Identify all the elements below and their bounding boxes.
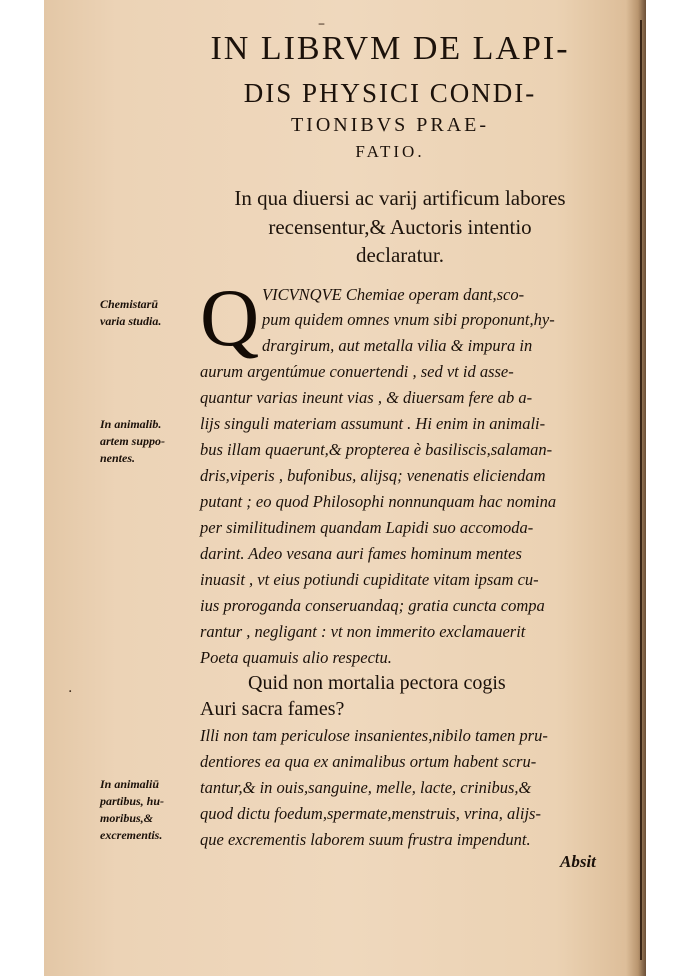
subtitle-line-3: declaratur. <box>355 243 445 267</box>
body-line-15: Poeta quamuis alio respectu. <box>200 648 392 667</box>
title-line-1: IN LIBRVM DE LAPI- <box>210 30 570 67</box>
body-line-4: aurum argentúmue conuertendi , sed vt id asse- <box>200 362 514 381</box>
margin-note-line: excrementis. <box>100 828 163 842</box>
margin-note-chemists <box>100 296 195 330</box>
body-line-11: darint. Adeo vesana auri fames hominum mentes <box>200 544 522 563</box>
title-line-3: TIONIBVS PRAE- <box>290 114 490 136</box>
body-line-2: pum quidem omnes vnum sibi proponunt,hy- <box>262 310 555 329</box>
margin-note-line: varia studia. <box>100 314 162 328</box>
body-line-19: quod dictu foedum,spermate,menstruis, vrina, alijs- <box>200 804 541 823</box>
ink-speck: – <box>318 16 325 32</box>
ink-speck: · <box>68 684 73 700</box>
body-line-9: putant ; eo quod Philosophi nonnunquam hac nomina <box>200 492 557 511</box>
page-edge-rule <box>640 20 642 960</box>
verse-line-2: Auri sacra fames? <box>200 698 345 720</box>
catchword: Absit <box>560 852 596 871</box>
verse-line-1: Quid non mortalia pectora cogis <box>248 672 506 694</box>
drop-capital: Q <box>200 272 260 363</box>
body-line-12: inuasit , vt eius potiundi cupiditate vitam ipsam cu- <box>200 570 539 589</box>
margin-note-line: Chemistarū <box>100 297 159 311</box>
margin-note-animals <box>100 416 195 467</box>
body-line-5: quantur varias ineunt vias , & diuersam fere ab a- <box>200 388 533 407</box>
body-line-16: Illi non tam periculose insanientes,nibilo tamen pru- <box>200 726 548 745</box>
margin-note-line: In animaliū <box>100 777 160 791</box>
body-line-17: dentiores ea qua ex animalibus ortum habent scru- <box>200 752 537 771</box>
margin-note-line: In animalib. <box>100 417 162 431</box>
margin-note-animal-parts <box>100 776 195 844</box>
body-line-14: rantur , negligant : vt non immerito exclamauerit <box>200 622 526 641</box>
body-line-1: VICVNQVE Chemiae operam dant,sco- <box>262 285 525 304</box>
margin-note-line: partibus, hu- <box>100 794 165 808</box>
body-line-7: bus illam quaerunt,& propterea è basiliscis,salaman- <box>200 440 553 459</box>
body-line-6: lijs singuli materiam assumunt . Hi enim in animali- <box>200 414 546 433</box>
body-line-3: drargirum, aut metalla vilia & impura in <box>262 336 533 355</box>
margin-note-line: nentes. <box>100 451 136 465</box>
body-line-20: que excrementis laborem suum frustra impendunt. <box>200 830 531 849</box>
body-line-8: dris,viperis , bufonibus, alijsq; venenatis eliciendam <box>200 466 546 485</box>
title-line-4: FATIO. <box>355 142 425 161</box>
body-line-13: ius proroganda conseruandaq; gratia cuncta compa <box>200 596 545 615</box>
title-line-2: DIS PHYSICI CONDI- <box>243 78 537 108</box>
body-line-10: per similitudinem quandam Lapidi suo accomoda- <box>200 518 534 537</box>
subtitle-line-2: recensentur,& Auctoris intentio <box>268 215 532 239</box>
margin-note-line: moribus,& <box>100 811 154 825</box>
subtitle-line-1: In qua diuersi ac varij artificum labores <box>234 186 566 210</box>
body-line-18: tantur,& in ouis,sanguine, melle, lacte, crinibus,& <box>200 778 532 797</box>
margin-note-line: artem suppo- <box>100 434 166 448</box>
